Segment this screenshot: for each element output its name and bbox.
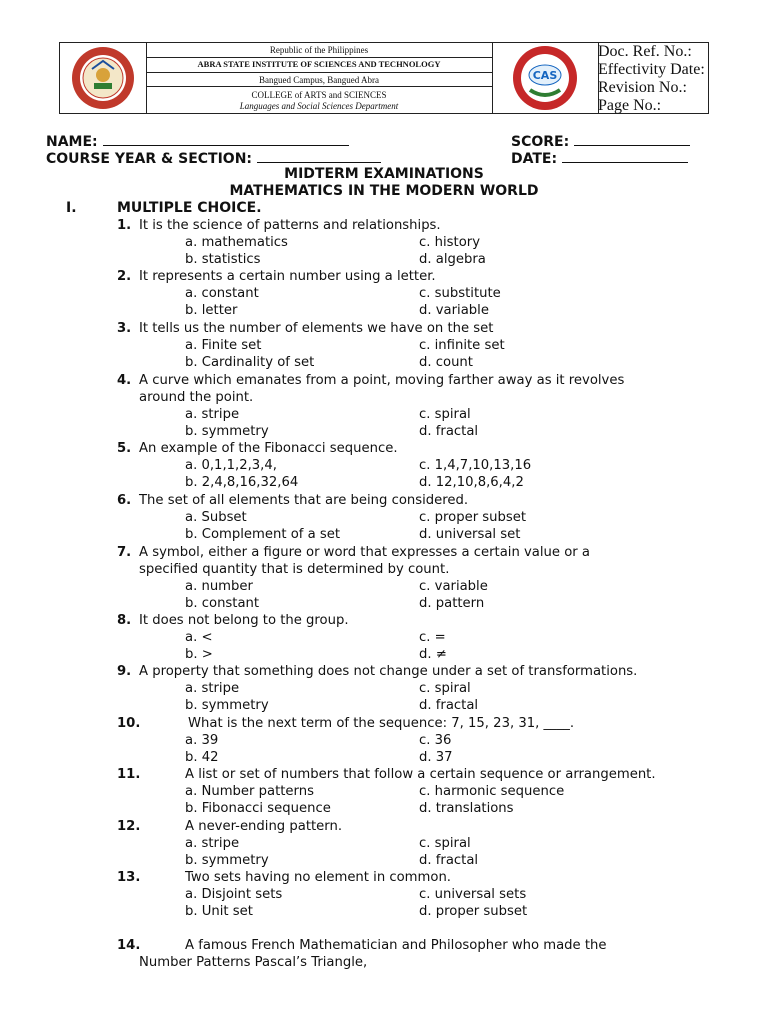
question-number: 14. — [117, 938, 141, 953]
choice-b[interactable]: b. 42 — [185, 750, 219, 766]
meta-row — [598, 79, 708, 97]
meta-label: Page No.: — [598, 97, 662, 114]
choice-d[interactable]: d. 37 — [419, 750, 453, 766]
institution-name: ABRA STATE INSTITUTE OF SCIENCES AND TECHNOLOGY — [146, 57, 492, 73]
choice-c[interactable]: c. 1,4,7,10,13,16 — [419, 458, 532, 474]
meta-row — [598, 43, 708, 61]
question-stem: What is the next term of the sequence: 7, 15, 23, 31, ____. — [188, 716, 575, 731]
choice-d[interactable]: d. universal set — [419, 527, 521, 543]
question-number: 2. — [117, 269, 132, 284]
question-stem: It is the science of patterns and relationships. — [139, 218, 441, 233]
score-field — [511, 132, 690, 150]
choice-b[interactable]: b. Unit set — [185, 904, 253, 920]
choice-b[interactable]: b. constant — [185, 596, 260, 612]
question-stem: The set of all elements that are being considered. — [139, 493, 469, 508]
republic-line: Republic of the Philippines — [146, 43, 492, 58]
choice-b[interactable]: b. statistics — [185, 252, 261, 268]
choice-b[interactable]: b. symmetry — [185, 698, 269, 714]
subject-title: MATHEMATICS IN THE MODERN WORLD — [229, 183, 539, 199]
question-stem: A curve which emanates from a point, moving farther away as it revolves — [139, 373, 625, 388]
choice-c[interactable]: c. universal sets — [419, 887, 527, 903]
question-number: 10. — [117, 716, 141, 731]
question-stem: A symbol, either a figure or word that expresses a certain value or a — [139, 545, 590, 560]
svg-text:CAS: CAS — [532, 69, 558, 82]
choice-a[interactable]: a. 0,1,1,2,3,4, — [185, 458, 277, 474]
choice-c[interactable]: c. history — [419, 235, 480, 251]
course-label: COURSE YEAR & SECTION: — [46, 151, 253, 167]
question-number: 8. — [117, 613, 132, 628]
question-stem: An example of the Fibonacci sequence. — [139, 441, 398, 456]
choice-a[interactable]: a. 39 — [185, 733, 219, 749]
meta-row — [598, 97, 708, 116]
question-number: 6. — [117, 493, 132, 508]
choice-a[interactable]: a. Finite set — [185, 338, 262, 354]
question-stem: Number Patterns Pascal’s Triangle, — [139, 955, 368, 971]
choice-d[interactable]: d. ≠ — [419, 647, 447, 663]
choice-b[interactable]: b. Fibonacci sequence — [185, 801, 331, 817]
institution-block — [146, 43, 493, 113]
question-number: 4. — [117, 373, 132, 388]
choice-c[interactable]: c. spiral — [419, 407, 471, 423]
choice-c[interactable]: c. 36 — [419, 733, 452, 749]
college-block — [146, 89, 492, 114]
choice-a[interactable]: a. stripe — [185, 681, 240, 697]
cas-seal-icon — [510, 44, 580, 112]
question-number: 7. — [117, 545, 132, 560]
left-logo-cell — [60, 43, 147, 113]
choice-d[interactable]: d. translations — [419, 801, 514, 817]
college-name: COLLEGE of ARTS and SCIENCES — [251, 90, 387, 100]
campus-line: Bangued Campus, Bangued Abra — [146, 72, 492, 87]
name-field — [46, 132, 349, 150]
choice-a[interactable]: a. constant — [185, 286, 259, 302]
meta-label: Effectivity Date: — [598, 61, 705, 78]
choice-d[interactable]: d. pattern — [419, 596, 485, 612]
choice-a[interactable]: a. stripe — [185, 407, 240, 423]
date-field — [511, 149, 688, 167]
course-blank[interactable] — [257, 149, 381, 163]
choice-b[interactable]: b. Cardinality of set — [185, 355, 315, 371]
choice-a[interactable]: a. < — [185, 630, 213, 646]
asist-seal-icon — [70, 45, 136, 111]
choice-b[interactable]: b. 2,4,8,16,32,64 — [185, 475, 299, 491]
document-meta — [598, 43, 708, 113]
choice-d[interactable]: d. fractal — [419, 853, 479, 869]
choice-a[interactable]: a. Subset — [185, 510, 247, 526]
question-stem: around the point. — [139, 390, 254, 406]
question-stem: A list or set of numbers that follow a certain sequence or arrangement. — [185, 767, 656, 782]
choice-c[interactable]: c. spiral — [419, 681, 471, 697]
choice-d[interactable]: d. proper subset — [419, 904, 528, 920]
choice-c[interactable]: c. substitute — [419, 286, 501, 302]
question-stem: It tells us the number of elements we have on the set — [139, 321, 494, 336]
score-label: SCORE: — [511, 134, 570, 150]
question-stem: Two sets having no element in common. — [185, 870, 451, 885]
question-number: 3. — [117, 321, 132, 336]
date-label: DATE: — [511, 151, 558, 167]
question-stem: It represents a certain number using a letter. — [139, 269, 436, 284]
question-number: 11. — [117, 767, 141, 782]
name-label: NAME: — [46, 134, 98, 150]
question-number: 9. — [117, 664, 132, 679]
choice-a[interactable]: a. number — [185, 579, 253, 595]
name-blank[interactable] — [103, 132, 349, 146]
choice-d[interactable]: d. count — [419, 355, 473, 371]
choice-d[interactable]: d. fractal — [419, 424, 479, 440]
choice-a[interactable]: a. mathematics — [185, 235, 288, 251]
question-number: 5. — [117, 441, 132, 456]
meta-label: Revision No.: — [598, 79, 687, 96]
score-blank[interactable] — [574, 132, 690, 146]
choice-a[interactable]: a. stripe — [185, 836, 240, 852]
choice-c[interactable]: c. infinite set — [419, 338, 505, 354]
question-stem: It does not belong to the group. — [139, 613, 349, 628]
choice-b[interactable]: b. symmetry — [185, 424, 269, 440]
question-stem: A famous French Mathematician and Philosopher who made the — [185, 938, 607, 953]
question-number: 12. — [117, 819, 141, 834]
choice-a[interactable]: a. Number patterns — [185, 784, 314, 800]
choice-b[interactable]: b. > — [185, 647, 213, 663]
exam-title: MIDTERM EXAMINATIONS — [284, 166, 484, 182]
part-number: I. — [66, 200, 77, 216]
question-number: 13. — [117, 870, 141, 885]
choice-b[interactable]: b. Complement of a set — [185, 527, 341, 543]
choice-b[interactable]: b. symmetry — [185, 853, 269, 869]
choice-c[interactable]: c. spiral — [419, 836, 471, 852]
question-number: 1. — [117, 218, 132, 233]
department-name: Languages and Social Sciences Department — [239, 101, 399, 111]
date-blank[interactable] — [562, 149, 688, 163]
question-stem: specified quantity that is determined by count. — [139, 562, 450, 578]
right-logo-cell — [492, 43, 599, 113]
choice-d[interactable]: d. 12,10,8,6,4,2 — [419, 475, 524, 491]
question-stem: A property that something does not change under a set of transformations. — [139, 664, 638, 679]
choice-d[interactable]: d. fractal — [419, 698, 479, 714]
part-title: MULTIPLE CHOICE. — [117, 200, 262, 216]
choice-b[interactable]: b. letter — [185, 303, 238, 319]
choice-c[interactable]: c. proper subset — [419, 510, 527, 526]
choice-d[interactable]: d. variable — [419, 303, 489, 319]
course-field — [46, 149, 381, 167]
meta-row — [598, 61, 708, 79]
meta-label: Doc. Ref. No.: — [598, 43, 692, 60]
document-header — [59, 42, 709, 114]
choice-c[interactable]: c. variable — [419, 579, 488, 595]
choice-a[interactable]: a. Disjoint sets — [185, 887, 283, 903]
choice-c[interactable]: c. = — [419, 630, 446, 646]
question-stem: A never-ending pattern. — [185, 819, 343, 834]
choice-c[interactable]: c. harmonic sequence — [419, 784, 565, 800]
choice-d[interactable]: d. algebra — [419, 252, 486, 268]
